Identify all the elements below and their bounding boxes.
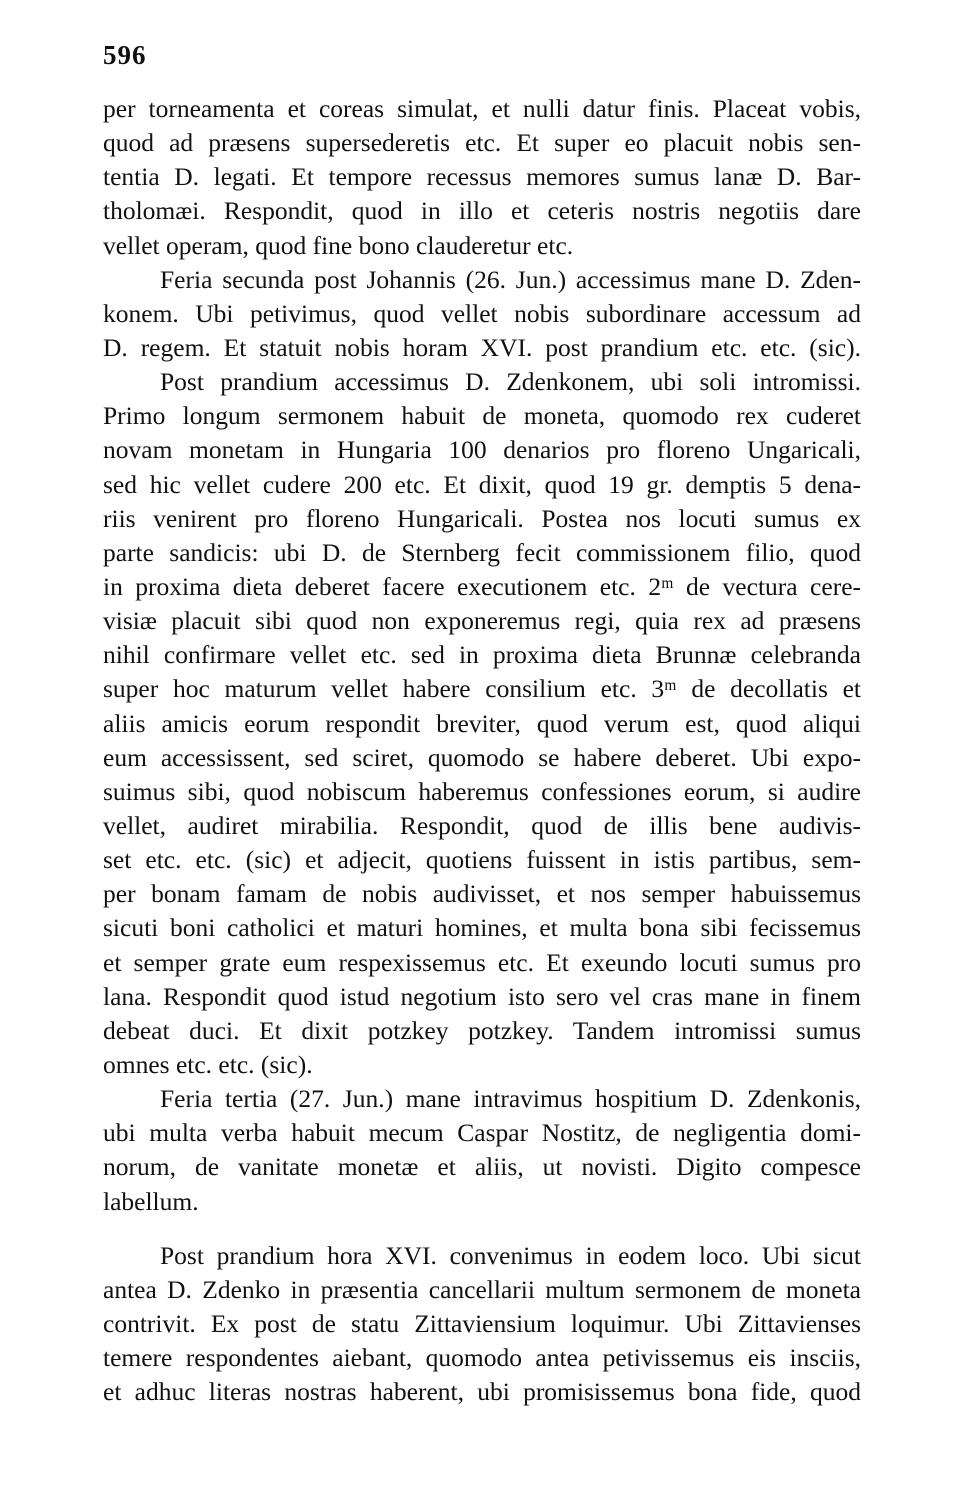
- text-line: Feria secunda post Johannis (26. Jun.) accessimus mane D. Zden-: [160, 264, 861, 294]
- text-line: visiæ placuit sibi quod non exponeremus regi, quia rex ad præsens: [103, 606, 861, 636]
- text-line: sed hic vellet cudere 200 etc. Et dixit, quod 19 gr. demptis 5 dena-: [103, 469, 861, 499]
- text-line: D. regem. Et statuit nobis horam XVI. post prandium etc. etc. (sic).: [103, 332, 861, 362]
- text-line: Primo longum sermonem habuit de moneta, quomodo rex cuderet: [103, 401, 861, 431]
- text-line: et adhuc literas nostras haberent, ubi promisissemus bona fide, quod: [103, 1377, 861, 1407]
- text-line: vellet, audiret mirabilia. Respondit, quod de illis bene audivis-: [103, 810, 861, 840]
- text-line: per torneamenta et coreas simulat, et nulli datur finis. Placeat vobis,: [103, 94, 861, 123]
- text-line: antea D. Zdenko in præsentia cancellarii multum sermonem de moneta: [103, 1274, 861, 1304]
- text-line: Post prandium accessimus D. Zdenkonem, ubi soli intromissi.: [160, 367, 861, 397]
- text-line: per bonam famam de nobis audivisset, et nos semper habuissemus: [103, 879, 861, 909]
- text-line: tentia D. legati. Et tempore recessus memores sumus lanæ D. Bar-: [103, 162, 861, 192]
- text-line: vellet operam, quod fine bono clauderetur etc.: [103, 230, 574, 260]
- text-line: norum, de vanitate monetæ et aliis, ut novisti. Digito compesce: [103, 1152, 861, 1182]
- text-line: tholomæi. Respondit, quod in illo et ceteris nostris negotiis dare: [103, 196, 861, 226]
- text-line: ubi multa verba habuit mecum Caspar Nostitz, de negligentia domi-: [103, 1118, 861, 1148]
- text-line: eum accessissent, sed sciret, quomodo se habere deberet. Ubi expo-: [103, 742, 861, 772]
- text-line: super hoc maturum vellet habere consilium etc. 3ᵐ de decollatis et: [103, 674, 861, 704]
- text-line: lana. Respondit quod istud negotium isto sero vel cras mane in finem: [103, 981, 861, 1011]
- text-line: debeat duci. Et dixit potzkey potzkey. Tandem intromissi sumus: [103, 1015, 861, 1045]
- page-body: [103, 92, 861, 1409]
- text-line: in proxima dieta deberet facere executionem etc. 2ᵐ de vectura cere-: [103, 571, 861, 601]
- text-line: temere respondentes aiebant, quomodo antea petivissemus eis insciis,: [103, 1343, 861, 1373]
- text-line: sicuti boni catholici et maturi homines, et multa bona sibi fecissemus: [103, 913, 861, 943]
- text-line: labellum.: [103, 1186, 199, 1216]
- text-line: quod ad præsens supersederetis etc. Et super eo placuit nobis sen-: [103, 128, 861, 158]
- text-line: parte sandicis: ubi D. de Sternberg fecit commissionem filio, quod: [103, 537, 861, 567]
- paragraph-gap: [103, 1219, 861, 1239]
- text-line: Feria tertia (27. Jun.) mane intravimus hospitium D. Zdenkonis,: [160, 1084, 861, 1114]
- text-line: aliis amicis eorum respondit breviter, quod verum est, quod aliqui: [103, 708, 861, 738]
- text-line: riis venirent pro floreno Hungaricali. Postea nos locuti sumus ex: [103, 503, 861, 533]
- page-number: 596: [103, 40, 147, 70]
- text-line: set etc. etc. (sic) et adjecit, quotiens fuissent in istis partibus, sem-: [103, 845, 861, 875]
- text-line: suimus sibi, quod nobiscum haberemus confessiones eorum, si audire: [103, 776, 861, 806]
- text-line: konem. Ubi petivimus, quod vellet nobis subordinare accessum ad: [103, 298, 861, 328]
- text-line: omnes etc. etc. (sic).: [103, 1049, 313, 1079]
- text-line: contrivit. Ex post de statu Zittaviensium loquimur. Ubi Zittavienses: [103, 1308, 861, 1338]
- text-line: novam monetam in Hungaria 100 denarios pro floreno Ungaricali,: [103, 435, 861, 465]
- text-line: et semper grate eum respexissemus etc. Et exeundo locuti sumus pro: [103, 947, 861, 977]
- text-line: nihil confirmare vellet etc. sed in proxima dieta Brunnæ celebranda: [103, 640, 861, 670]
- text-line: Post prandium hora XVI. convenimus in eodem loco. Ubi sicut: [160, 1240, 861, 1270]
